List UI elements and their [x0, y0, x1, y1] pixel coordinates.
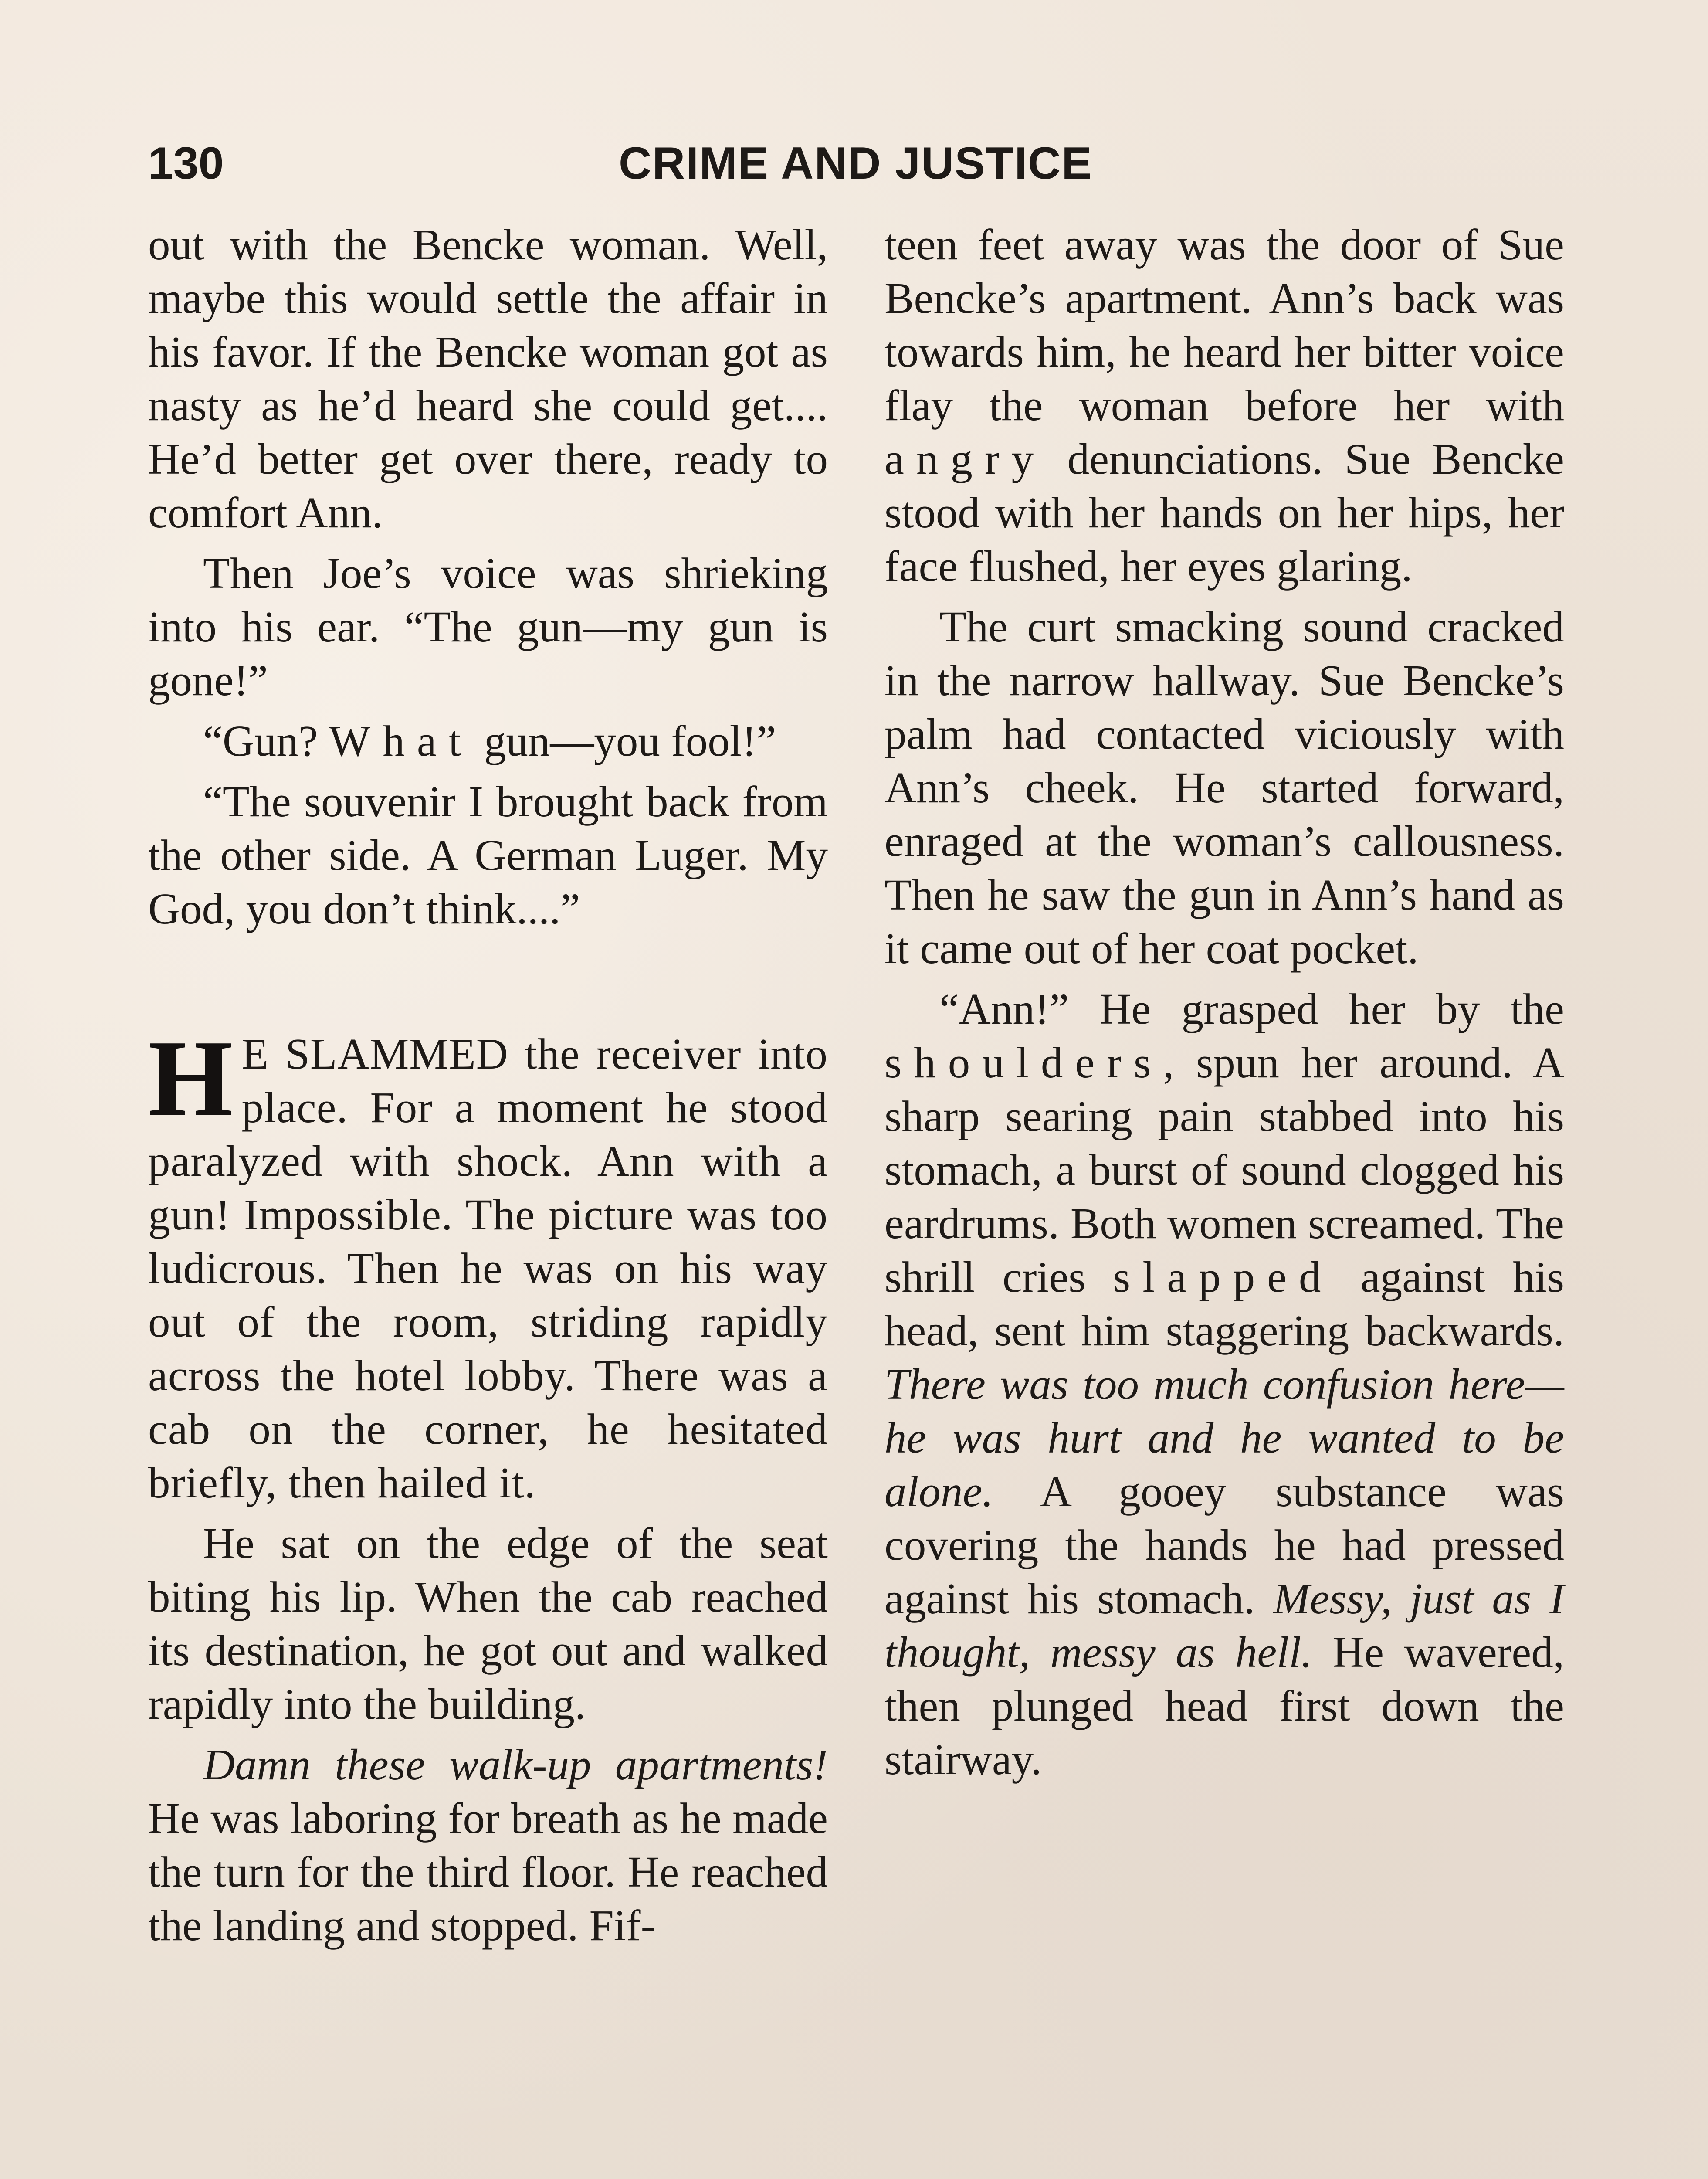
- paragraph: Damn these walk-up apartments! He was laboring for breath as he made the turn for the third floor. He reached the landing and stopped. Fif-: [148, 1740, 828, 1950]
- paragraph: He sat on the edge of the seat biting his lip. When the cab reached its destination, he got out and walked rapidly into the building.: [148, 1519, 828, 1728]
- page-number: 130: [148, 138, 224, 189]
- spaced-word: slapped: [1113, 1252, 1333, 1301]
- running-title: CRIME AND JUSTICE: [619, 138, 1093, 189]
- paragraph: teen feet away was the door of Sue Bencke’s apartment. Ann’s back was towards him, he heard her bitter voice flay the woman before her with angry denunciations. Sue Bencke stood with her hands on her hips, her face flushed, her eyes glaring.: [884, 220, 1564, 591]
- paragraph: “The souvenir I brought back from the other side. A German Luger. My God, you don’t think....”: [148, 777, 828, 933]
- paragraph: out with the Bencke woman. Well, maybe this would settle the affair in his favor. If the Bencke woman got as nasty as he’d heard she could get.... He’d better get over there, ready to comfort Ann.: [148, 220, 828, 537]
- right-column: [884, 218, 1564, 1793]
- spaced-word: What: [329, 716, 473, 765]
- spaced-word: shoulders: [884, 1038, 1163, 1087]
- italic-thought: There was too much confusion here—he was hurt and he wanted to be alone.: [884, 1360, 1564, 1516]
- paragraph: The curt smacking sound cracked in the narrow hallway. Sue Bencke’s palm had contacted viciously with Ann’s cheek. He started forward, enraged at the woman’s callousness. Then he saw the gun in Ann’s hand as it came out of her coat pocket.: [884, 602, 1564, 973]
- italic-thought: Messy, just as I thought, messy as hell.: [884, 1574, 1564, 1677]
- spaced-word: angry: [884, 434, 1046, 483]
- paragraph: Then Joe’s voice was shrieking into his ear. “The gun—my gun is gone!”: [148, 549, 828, 705]
- left-column: [148, 218, 828, 1959]
- paragraph: “Ann!” He grasped her by the shoulders, spun her around. A sharp searing pain stabbed into his stomach, a burst of sound clogged his eardrums. Both women screamed. The shrill cries slapped against his head, sent him staggering backwards. There was too much confusion here—he was hurt and he wanted to be alone. A gooey substance was covering the hands he had pressed against his stomach. Messy, just as I thought, messy as hell. He wavered, then plunged head first down the stairway.: [884, 984, 1565, 1784]
- page-header: [148, 131, 1577, 196]
- paragraph-dropcap: H E SLAMMED the receiver into place. For a moment he stood paralyzed with shock. Ann with a gun! Impossible. The picture was too ludicrous. Then he was on his way out of the room, striding rapidly across the hotel lobby. There was a cab on the corner, he hesitated briefly, then hailed it.: [148, 1018, 828, 1507]
- drop-cap: H: [148, 1018, 233, 1139]
- paragraph: “Gun? What gun—you fool!”: [203, 716, 776, 765]
- italic-thought: Damn these walk-up apartments!: [203, 1740, 828, 1789]
